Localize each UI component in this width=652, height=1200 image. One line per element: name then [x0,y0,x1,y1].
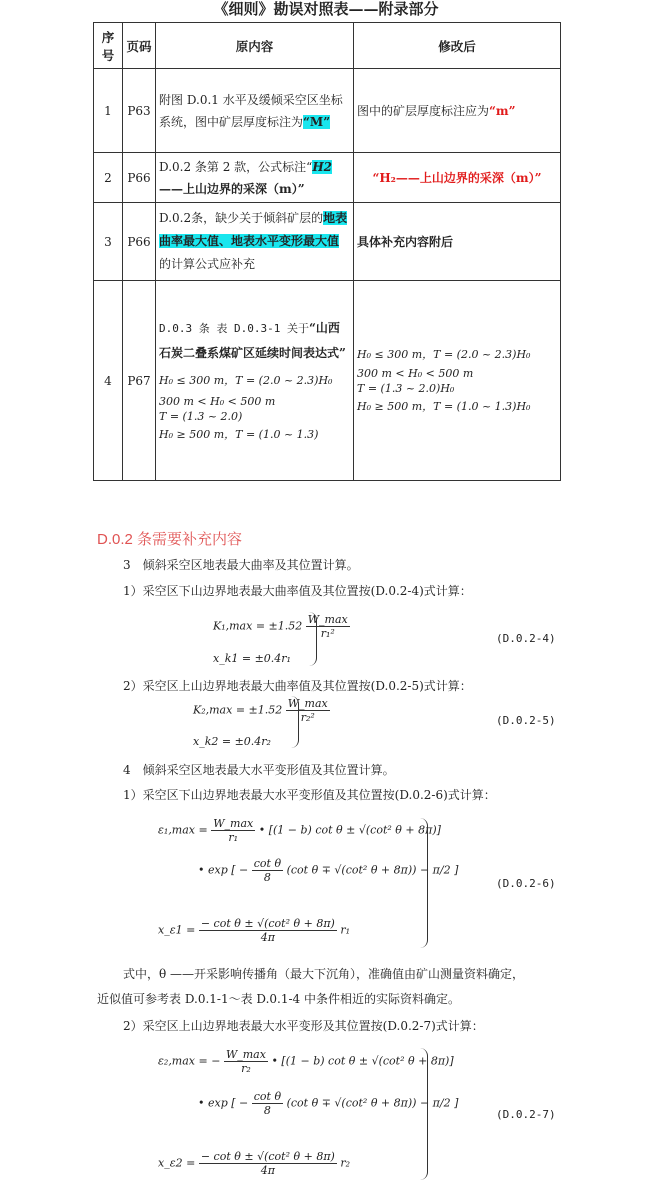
section-title: D.0.2 条需要补充内容 [97,531,243,548]
formula-line: H₀ ≥ 500 m，T = (1.0 ~ 1.3)H₀ [357,399,531,413]
item-3-heading: 3 倾斜采空区地表最大曲率及其位置计算。 [123,558,359,572]
row-original: 附图 D.0.1 水平及缓倾采空区坐标系统，图中矿层厚度标注为“M” [156,69,354,153]
formula-line: H₀ ≥ 500 m，T = (1.0 ~ 1.3) [159,428,319,441]
formula-d027-line1: ε₂,max = − $\frac{W\_\max}{\text{r₂}}$ • [(1 − b) cot θ ± √(cot² θ + 8π)] [158,1048,454,1075]
formula-d027-line2: • exp [ − $\frac{\text{cot θ}}{8}$ (cot θ ∓ √(cot² θ + 8π)) − π/2 ] [198,1090,459,1117]
formula-d025-line2: x_k2 = ±0.4r₂ [193,735,271,748]
formula-line: 300 m < H₀ < 500 m [357,366,474,380]
note-line-1: 式中，θ ——开采影响传播角（最大下沉角），准确值由矿山测量资料确定， [123,967,525,981]
formula-line: T = (1.3 ~ 2.0)H₀ [357,381,455,395]
row-page: P66 [123,203,156,281]
formula-d026-line2: • exp [ − $\frac{\text{cot θ}}{8}$ (cot θ ∓ √(cot² θ + 8π)) − π/2 ] [198,857,459,884]
header-page: 页码 [123,23,156,69]
header-no: 序号 [94,23,123,69]
table-header-row [94,23,561,69]
item-4-heading: 4 倾斜采空区地表最大水平变形值及其位置计算。 [123,763,395,777]
row-page: P63 [123,69,156,153]
right-brace [308,612,317,666]
row-no: 1 [94,69,123,153]
row-no: 4 [94,281,123,481]
item-4-1-text: 1）采空区下山边界地表最大水平变形值及其位置按(D.0.2-6)式计算： [123,788,496,802]
formula-d026-line3: x_ε1 = $\frac{\text{− cot θ ± √(cot² θ + 8π)}}{4\pi}$ r₁ [158,917,351,944]
formula-line: H₀ ≤ 300 m，T = (2.0 ~ 2.3)H₀ [357,347,531,361]
equation-number: (D.0.2-7) [496,1108,556,1121]
row-modified: 图中的矿层厚度标注应为“m” [354,69,561,153]
table-row [94,203,561,281]
row-page: P67 [123,281,156,481]
row-no: 3 [94,203,123,281]
table-row [94,69,561,153]
row-original: D.0.2条，缺少关于倾斜矿层的地表曲率最大值、地表水平变形最大值的计算公式应补充 [156,203,354,281]
corrected-text: “m” [489,104,516,118]
row-modified [354,153,561,203]
formula-d024-line1: K₁,max = ±1.52 $\frac{W\_\max}{\text{r₁²}}$ [213,613,348,640]
header-original: 原内容 [156,23,354,69]
item-4-2-text: 2）采空区上山边界地表最大水平变形及其位置按(D.0.2-7)式计算： [123,1019,484,1033]
equation-number: (D.0.2-5) [496,714,556,727]
formula-d027-line3: x_ε2 = $\frac{\text{− cot θ ± √(cot² θ + 8π)}}{4\pi}$ r₂ [158,1150,351,1177]
bold-phrase: “山西石炭二叠系煤矿区延续时间表达式” [159,321,346,360]
formula-line: T = (1.3 ~ 2.0) [159,410,243,423]
errata-table [93,22,561,481]
formula-d024-line2: x_k1 = ±0.4r₁ [213,652,291,665]
page-title: 《细则》勘误对照表——附录部分 [213,0,439,18]
equation-number: (D.0.2-4) [496,632,556,645]
row-modified [354,203,561,281]
formula-line: H₀ ≤ 300 m，T = (2.0 ~ 2.3)H₀ [159,374,333,387]
equation-number: (D.0.2-6) [496,877,556,890]
corrected-text: 具体补充内容附后 [357,235,454,249]
table-row [94,153,561,203]
highlighted-text: “M” [303,114,331,129]
row-original: D.0.2 条第 2 款，公式标注“H2——上山边界的采深（m）” [156,153,354,203]
right-brace [418,1048,428,1180]
table-row [94,281,561,481]
highlighted-text: H2 [312,159,332,174]
formula-line: 300 m < H₀ < 500 m [159,395,276,408]
row-original: D.0.3 条 表 D.0.3-1 关于“山西石炭二叠系煤矿区延续时间表达式” H₀ ≤ 300 m，T = (2.0 ~ 2.3)H₀ 300 m < H₀ < 500 m T = (1.3 ~ 2.0) H₀ ≥ 500 m，T = (1.0 ~ 1.3) [156,281,354,481]
item-3-1-text: 1）采空区下山边界地表最大曲率值及其位置按(D.0.2-4)式计算： [123,584,472,598]
formula-d025-line1: K₂,max = ±1.52 $\frac{W\_\max}{\text{r₂²}}$ [193,697,328,724]
right-brace [290,696,299,748]
header-modified: 修改后 [354,23,561,69]
right-brace [418,818,428,948]
note-line-2: 近似值可参考表 D.0.1-1～表 D.0.1-4 中条件相近的实际资料确定。 [97,992,461,1006]
item-3-2-text: 2）采空区上山边界地表最大曲率值及其位置按(D.0.2-5)式计算： [123,679,472,693]
corrected-text: “H₂——上山边界的采深（m）” [372,171,542,185]
formula-d026-line1: ε₁,max = $\frac{W\_\max}{\text{r₁}}$ • [(1 − b) cot θ ± √(cot² θ + 8π)] [158,817,441,844]
row-page: P66 [123,153,156,203]
row-modified [354,281,561,481]
row-no: 2 [94,153,123,203]
highlighted-text: 地表曲率最大值、地表水平变形最大值 [159,211,348,248]
